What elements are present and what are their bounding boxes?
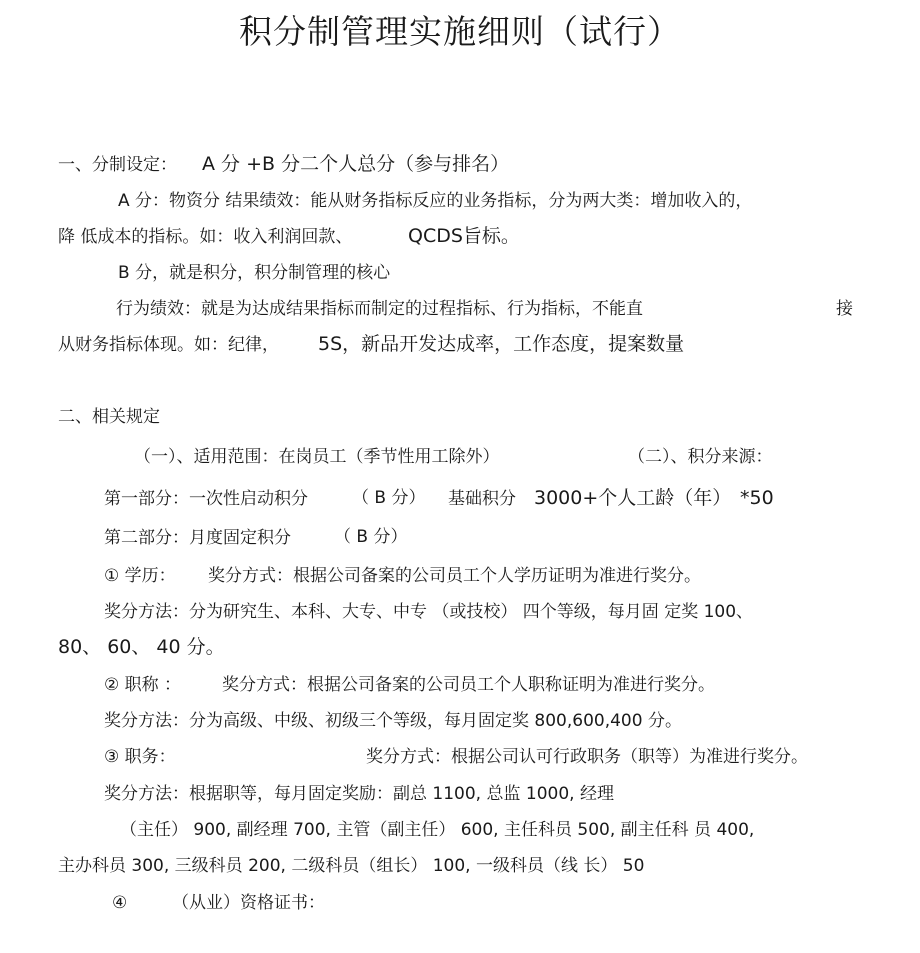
education-scoring-cont: 80、 60、 40 分。: [58, 636, 225, 658]
part-two-type: （ B 分）: [334, 527, 408, 547]
part-one-base: 基础积分: [448, 489, 516, 509]
a-score-definition-line2: 降 低成本的指标。如：收入利润回款、: [58, 227, 353, 247]
scope-clause: （一）、适用范围：在岗员工（季节性用工除外）: [134, 447, 500, 467]
section-one-formula: A 分 +B 分二个人总分（参与排名）: [202, 153, 510, 175]
section-one-heading: 一、分制设定：: [58, 155, 177, 175]
part-one-multiplier: *50: [740, 487, 774, 509]
professional-title-method: 奖分方式：根据公司备案的公司员工个人职称证明为准进行奖分。: [222, 675, 715, 695]
position-method: 奖分方式：根据公司认可行政职务（职等）为准进行奖分。: [366, 747, 808, 767]
part-one-type: （ B 分）: [352, 488, 426, 508]
a-score-definition-line1: A 分：物资分 结果绩效：能从财务指标反应的业务指标，分为两大类：增加收入的，: [118, 191, 753, 211]
source-clause: （二）、积分来源：: [628, 447, 773, 467]
position-label: ③ 职务：: [104, 747, 176, 767]
part-two-label: 第二部分：月度固定积分: [104, 528, 291, 548]
position-scoring-line3: 主办科员 300, 三级科员 200, 二级科员（组长） 100, 一级科员（线 长） 50: [58, 856, 645, 876]
position-scoring-line1: 奖分方法：根据职等，每月固定奖励：副总 1100, 总监 1000, 经理: [104, 784, 614, 804]
a-score-qcds: QCDS旨标。: [408, 225, 520, 247]
behavior-definition-5s: 5S，新品开发达成率，工作态度，提案数量: [318, 333, 685, 355]
qualification-label: ④: [112, 893, 128, 913]
education-scoring: 奖分方法：分为研究生、本科、大专、中专 （或技校） 四个等级，每月固 定奖 100、: [104, 602, 754, 622]
section-two-heading: 二、相关规定: [58, 407, 160, 427]
qualification-title: （从业）资格证书：: [172, 893, 325, 913]
professional-title-label: ② 职称 ：: [104, 675, 182, 695]
education-label: ① 学历：: [104, 566, 176, 586]
page-title: 积分制管理实施细则（试行）: [239, 12, 681, 51]
professional-title-scoring: 奖分方法：分为高级、中级、初级三个等级，每月固定奖 800,600,400 分。: [104, 711, 682, 731]
part-one-formula: 3000+个人工龄（年）: [534, 487, 732, 509]
education-method: 奖分方式：根据公司备案的公司员工个人学历证明为准进行奖分。: [208, 566, 701, 586]
behavior-definition-end: 接: [836, 299, 853, 319]
behavior-definition-line1: 行为绩效：就是为达成结果指标而制定的过程指标、行为指标，不能直: [116, 299, 643, 319]
position-scoring-line2: （主任） 900, 副经理 700, 主管（副主任） 600, 主任科员 500, 副主任科 员 400,: [120, 820, 755, 840]
part-one-label: 第一部分：一次性启动积分: [104, 489, 308, 509]
behavior-definition-line2: 从财务指标体现。如：纪律，: [58, 335, 279, 355]
b-score-definition: B 分，就是积分，积分制管理的核心: [118, 263, 391, 283]
